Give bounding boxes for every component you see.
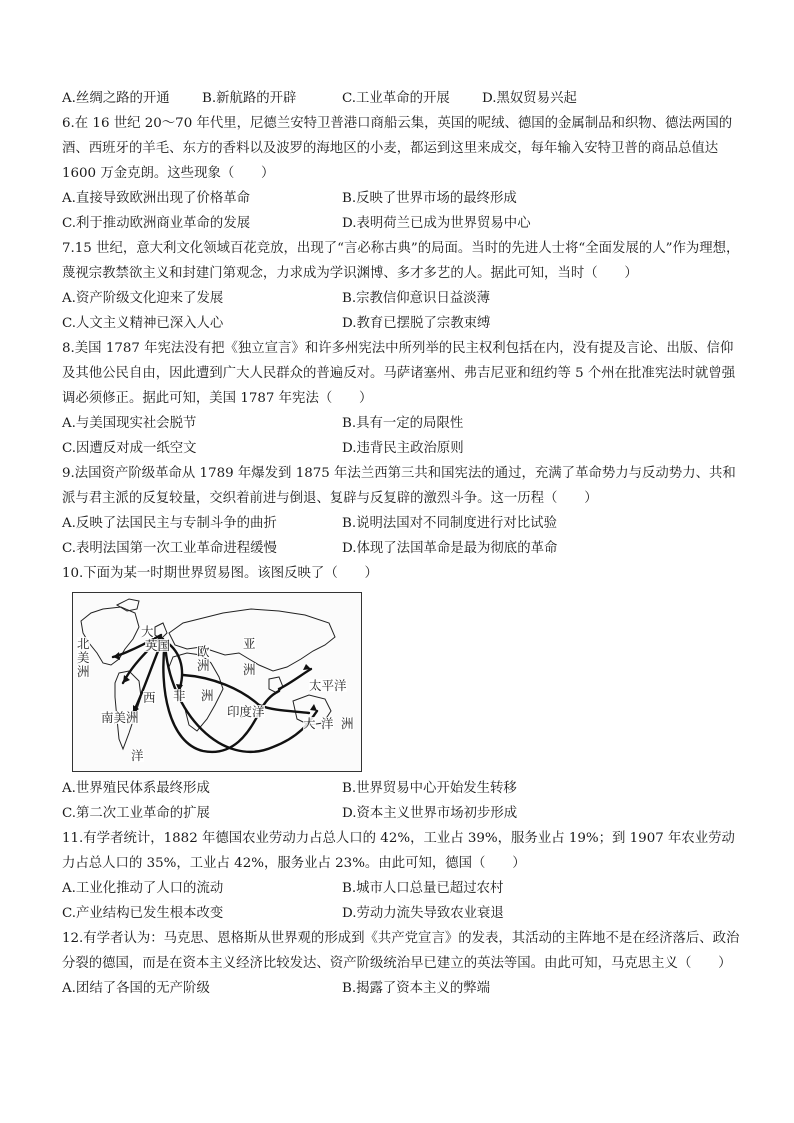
q11-option-b: B.城市人口总量已超过农村	[342, 881, 504, 896]
q10-option-d: D.资本主义世界市场初步形成	[342, 806, 518, 821]
q6-option-a: A.直接导致欧洲出现了价格革命	[62, 191, 251, 206]
q5-option-c: C.工业革命的开展	[342, 91, 450, 106]
q11-stem: 11.有学者统计，1882 年德国农业劳动力占总人口的 42%，工业占 39%，服务业占 19%；到 1907 年农业劳动力占总人口的 35%，工业占 42%，服务业占 23%。由此可知，德国（ ）	[62, 831, 735, 871]
map-label-europe-1: 欧	[197, 644, 210, 659]
q7-option-c: C.人文主义精神已深入人心	[62, 316, 224, 331]
map-label-asia-2: 洲	[243, 662, 256, 677]
q7-option-d: D.教育已摆脱了宗教束缚	[342, 316, 491, 331]
q9-option-d: D.体现了法国革命是最为彻底的革命	[342, 541, 558, 556]
q8-stem: 8.美国 1787 年宪法没有把《独立宣言》和许多州宪法中所列举的民主权利包括在内，没有提及言论、出版、信仰及其他公民自由，因此遭到广大人民群众的普遍反对。马萨诸塞州、弗吉尼亚和纽约等 5 个州在批准宪法时就曾强调必须修正。据此可知，美国 1787 年宪法（ ）	[62, 341, 736, 406]
q10-options-row1	[62, 776, 742, 801]
q7-option-a: A.资产阶级文化迎来了发展	[62, 291, 224, 306]
q5-option-d: D.黑奴贸易兴起	[482, 91, 577, 106]
map-label-oceania-2: 洋	[321, 716, 334, 731]
map-label-asia-1: 亚	[243, 636, 256, 651]
q5-option-a: A.丝绸之路的开通	[62, 91, 170, 106]
q9-stem: 9.法国资产阶级革命从 1789 年爆发到 1875 年法兰西第三共和国宪法的通过，充满了革命势力与反动势力、共和派与君主派的反复较量，交织着前进与倒退、复辟与反复辟的激烈斗争。这一历程（ ）	[62, 466, 736, 506]
q8-option-b: B.具有一定的局限性	[342, 416, 464, 431]
q10-option-c: C.第二次工业革命的扩展	[62, 806, 210, 821]
map-label-ocean: 洋	[131, 748, 144, 763]
q6-options-row1	[62, 186, 742, 211]
map-label-indian-ocean: 印度洋	[227, 704, 265, 719]
q11-option-c: C.产业结构已发生根本改变	[62, 906, 224, 921]
map-label-africa-1: 非	[173, 688, 186, 703]
q10-option-b: B.世界贸易中心开始发生转移	[342, 781, 517, 796]
q10-options-row2	[62, 801, 742, 826]
q12-option-b: B.揭露了资本主义的弊端	[342, 981, 491, 996]
q6-option-b: B.反映了世界市场的最终形成	[342, 191, 517, 206]
world-trade-map	[72, 592, 362, 772]
q12-stem: 12.有学者认为：马克思、恩格斯从世界观的形成到《共产党宣言》的发表，其活动的主阵地不是在经济落后、政治分裂的德国，而是在资本主义经济比较发达、资产阶级统治早已建立的英法等国。由此可知，马克思主义（ ）	[62, 931, 740, 971]
q7-option-b: B.宗教信仰意识日益淡薄	[342, 291, 491, 306]
q9-option-c: C.表明法国第一次工业革命进程缓慢	[62, 541, 277, 556]
q6-options-row2	[62, 211, 742, 236]
map-label-britain: 英国	[145, 638, 171, 653]
q6-option-d: D.表明荷兰已成为世界贸易中心	[342, 216, 531, 231]
q9-options-row2	[62, 536, 742, 561]
map-label-africa-2: 洲	[201, 688, 214, 703]
map-label-north-1: 北	[77, 636, 90, 651]
q10-option-a: A.世界殖民体系最终形成	[62, 781, 210, 796]
map-label-north-3: 洲	[77, 664, 90, 679]
continent-outlines	[81, 599, 335, 749]
map-label-pacific: 太平洋	[309, 678, 347, 693]
q11-options-row1	[62, 876, 742, 901]
q8-options-row2	[62, 436, 742, 461]
map-label-da: 大	[141, 624, 154, 639]
map-label-west: 西	[143, 690, 156, 705]
q11-option-a: A.工业化推动了人口的流动	[62, 881, 224, 896]
q9-options-row1	[62, 511, 742, 536]
q9-option-a: A.反映了法国民主与专制斗争的曲折	[62, 516, 277, 531]
q6-option-c: C.利于推动欧洲商业革命的发展	[62, 216, 251, 231]
q11-option-d: D.劳动力流失导致农业衰退	[342, 906, 504, 921]
q10-stem: 10.下面为某一时期世界贸易图。该图反映了（ ）	[62, 566, 378, 581]
q12-options-row1	[62, 976, 742, 1001]
exam-page	[62, 86, 742, 1001]
q8-options-row1	[62, 411, 742, 436]
map-label-europe-2: 洲	[197, 658, 210, 673]
q11-options-row2	[62, 901, 742, 926]
map-label-north-2: 美	[77, 650, 90, 665]
q8-option-a: A.与美国现实社会脱节	[62, 416, 197, 431]
map-label-south-america: 南美洲	[101, 710, 139, 725]
q8-option-d: D.违背民主政治原则	[342, 441, 464, 456]
map-label-oceania-3: 洲	[341, 716, 354, 731]
q7-options-row1	[62, 286, 742, 311]
q8-option-c: C.因遭反对成一纸空文	[62, 441, 197, 456]
map-label-oceania-1: 大	[303, 716, 316, 731]
q5-options	[62, 86, 742, 111]
q7-stem: 7.15 世纪，意大利文化领域百花竞放，出现了“言必称古典”的局面。当时的先进人士将“全面发展的人”作为理想，蔑视宗教禁欲主义和封建门第观念，力求成为学识渊博、多才多艺的人。据此可知，当时（ ）	[62, 241, 740, 281]
q12-option-a: A.团结了各国的无产阶级	[62, 981, 210, 996]
q9-option-b: B.说明法国对不同制度进行对比试验	[342, 516, 557, 531]
q7-options-row2	[62, 311, 742, 336]
q6-stem: 6.在 16 世纪 20～70 年代里，尼德兰安特卫普港口商船云集，英国的呢绒、德国的金属制品和织物、德法两国的酒、西班牙的羊毛、东方的香料以及波罗的海地区的小麦，都运到这里来成交，每年输入安特卫普的商品总值达 1600 万金克朗。这些现象（ ）	[62, 116, 733, 181]
q5-option-b: B.新航路的开辟	[202, 91, 297, 106]
